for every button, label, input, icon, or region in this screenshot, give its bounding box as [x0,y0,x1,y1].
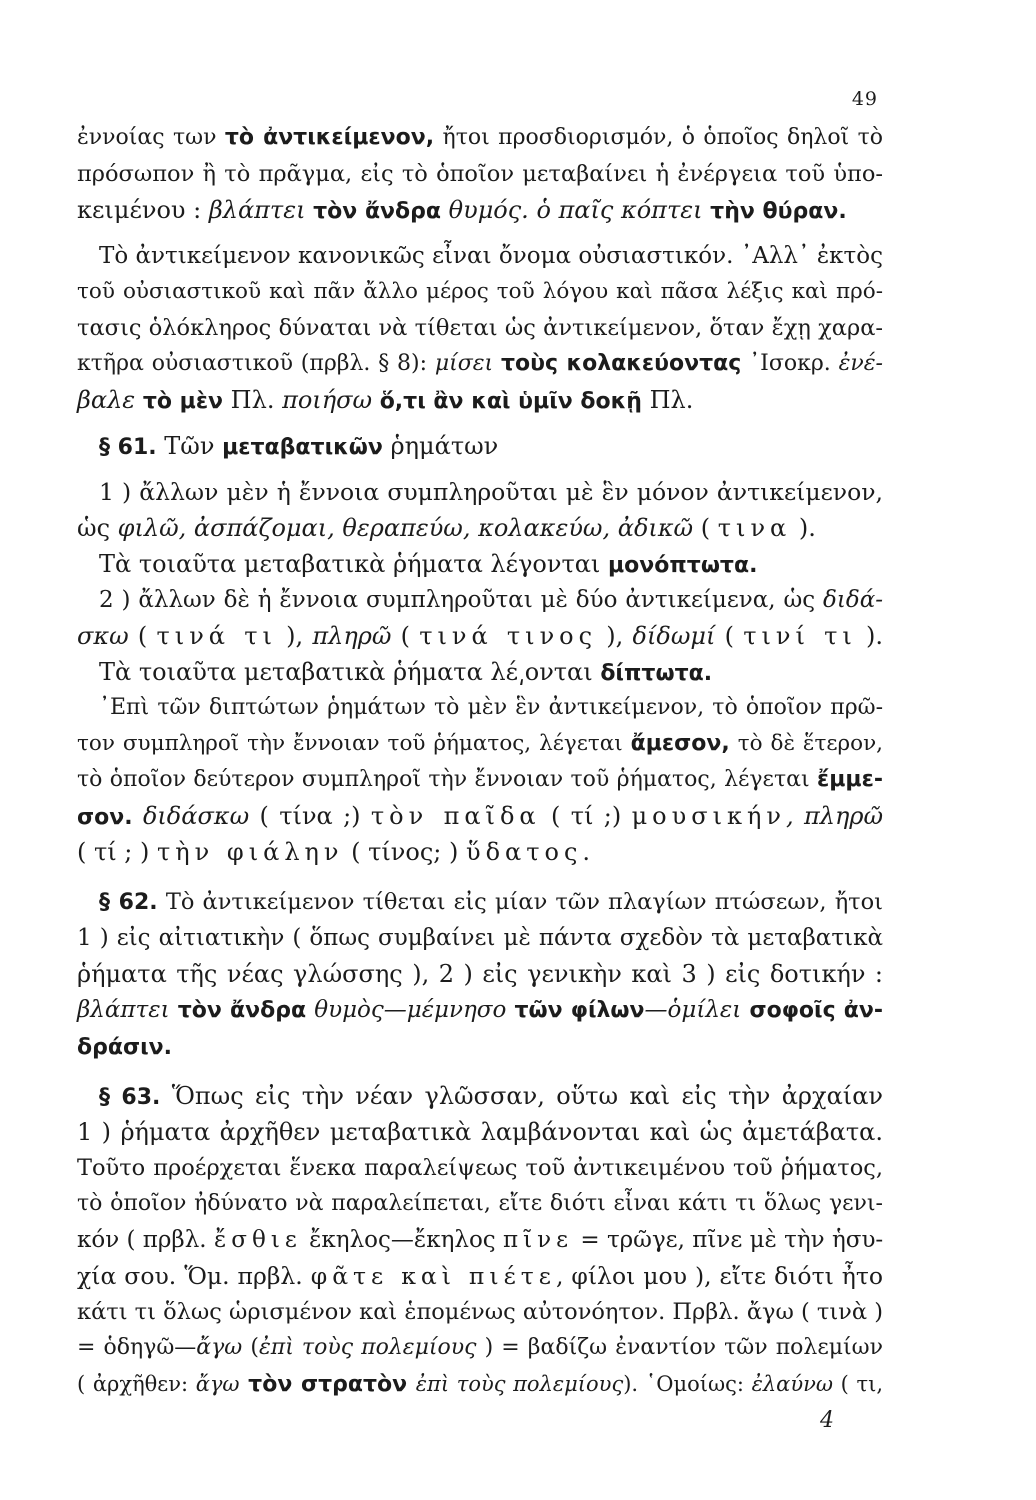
text-line: 2 ) ἄλλων δὲ ἡ ἔννοια συμπληροῦται μὲ δύο ἀντικείμενα, ὡς διδά- [99,587,883,613]
text-line: τον συμπληροῖ τὴν ἔννοιαν τοῦ ῥήματος, λέγεται ἄμεσον, τὸ δὲ ἕτερον, [77,731,883,756]
section-heading-63: § 63. Ὅπως εἰς τὴν νέαν γλῶσσαν, οὕτω καὶ εἰς τὴν ἀρχαίαν [99,1082,883,1110]
body-text [77,120,883,1402]
text-line: ᾿Επὶ τῶν διπτώτων ῥημάτων τὸ μὲν ἓν ἀντικείμενον, τὸ ὁποῖον πρῶ- [99,695,883,720]
text-line: ὡς φιλῶ, ἀσπάζομαι, θεραπεύω, κολακεύω, ἀδικῶ ( τινα ). [77,514,816,542]
text-line: τασις ὁλόκληρος δύναται νὰ τίθεται ὡς ἀντικείμενον, ὅταν ἔχῃ χαρα- [77,315,883,341]
text-line: ἐννοίας των τὸ ἀντικείμενον, ἤτοι προσδιορισμόν, ὁ ὁποῖος δηλοῖ τὸ [77,125,883,150]
text-line: κόν ( πρβλ. ἔσθιε ἔκηλος—ἔκηλος πῖνε = τρῶγε, πῖνε μὲ τὴν ἡσυ- [77,1227,884,1253]
text-line: Τὸ ἀντικείμενον κανονικῶς εἶναι ὄνομα οὐσιαστικόν. ᾿Αλλ᾿ ἐκτὸς [99,243,883,269]
text-line: σον. διδάσκω ( τίνα ;) τὸν παῖδα ( τί ;) μουσικήν, πληρῶ [77,802,884,830]
section-heading-61: § 61. Τῶν μεταβατικῶν ῥημάτων [99,432,499,460]
text-line: 1 ) εἰς αἰτιατικὴν ( ὅπως συμβαίνει μὲ πάντα σχεδὸν τὰ μεταβατικὰ [77,925,883,951]
text-line: χία σου. Ὅμ. πρβλ. φᾶτε καὶ πιέτε, φίλοι μου ), εἴτε διότι ἦτο [77,1262,883,1290]
text-line: σκω ( τινά τι ), πληρῶ ( τινά τινος ), δίδωμί ( τινί τι ). [77,622,884,650]
signature-mark: 4 [820,1408,834,1433]
text-line: κάτι τι ὅλως ὡρισμένον καὶ ἑπομένως αὐτονόητον. Πρβλ. ἄγω ( τινὰ ) [77,1299,883,1325]
text-line: Τοῦτο προέρχεται ἕνεκα παραλείψεως τοῦ ἀντικειμένου τοῦ ῥήματος, [77,1155,883,1181]
text-line: ( ἀρχῆθεν: ἄγω τὸν στρατὸν ἐπὶ τοὺς πολεμίους). ῾Ομοίως: ἐλαύνω ( τι, [77,1372,884,1397]
text-line: κτῆρα οὐσιαστικοῦ (πρβλ. § 8): μίσει τοὺς κολακεύοντας ᾿Ισοκρ. ἐνέ- [77,351,883,376]
text-line: βαλε τὸ μὲν Πλ. ποιήσω ὅ,τι ἂν καὶ ὑμῖν δοκῇ Πλ. [77,386,694,414]
text-line: δράσιν. [77,1035,173,1060]
text-line: Τὰ τοιαῦτα μεταβατικὰ ῥήματα λέγονται μονόπτωτα. [99,550,758,578]
text-line: τὸ ὁποῖον δεύτερον συμπληροῖ τὴν ἔννοιαν τοῦ ῥήματος, λέγεται ἔμμε- [77,767,883,792]
text-line: = ὁδηγῶ—ἄγω (ἐπὶ τοὺς πολεμίους ) = βαδίζω ἐναντίον τῶν πολεμίων [77,1335,883,1360]
text-line: 1 ) ῥήματα ἀρχῆθεν μεταβατικὰ λαμβάνονται καὶ ὡς ἀμετάβατα. [77,1118,883,1146]
text-line: Τὰ τοιαῦτα μεταβατικὰ ῥήματα λέ͵ονται δίπτωτα. [99,658,713,686]
text-line: τὸ ὁποῖον ἠδύνατο νὰ παραλείπεται, εἴτε διότι εἶναι κάτι τι ὅλως γενι- [77,1191,883,1216]
section-heading-62: § 62. Τὸ ἀντικείμενον τίθεται εἰς μίαν τῶν πλαγίων πτώσεων, ἤτοι [99,889,883,915]
text-line: ( τί ; ) τὴν φιάλην ( τίνος; ) ὕδατος. [77,838,596,866]
text-line: βλάπτει τὸν ἄνδρα θυμὸς—μέμνησο τῶν φίλων—ὁμίλει σοφοῖς ἀν- [77,997,884,1023]
page-number: 49 [851,88,878,110]
text-line: ῥήματα τῆς νέας γλώσσης ), 2 ) εἰς γενικὴν καὶ 3 ) εἰς δοτικήν : [77,960,883,988]
text-line: τοῦ οὐσιαστικοῦ καὶ πᾶν ἄλλο μέρος τοῦ λόγου καὶ πᾶσα λέξις καὶ πρό- [77,279,883,304]
text-line: 1 ) ἄλλων μὲν ἡ ἔννοια συμπληροῦται μὲ ἓν μόνον ἀντικείμενον, [99,478,883,506]
text-line: κειμένου : βλάπτει τὸν ἄνδρα θυμός. ὁ παῖς κόπτει τὴν θύραν. [77,196,847,224]
text-line: πρόσωπον ἢ τὸ πρᾶγμα, εἰς τὸ ὁποῖον μεταβαίνει ἡ ἐνέργεια τοῦ ὑπο- [77,161,883,187]
